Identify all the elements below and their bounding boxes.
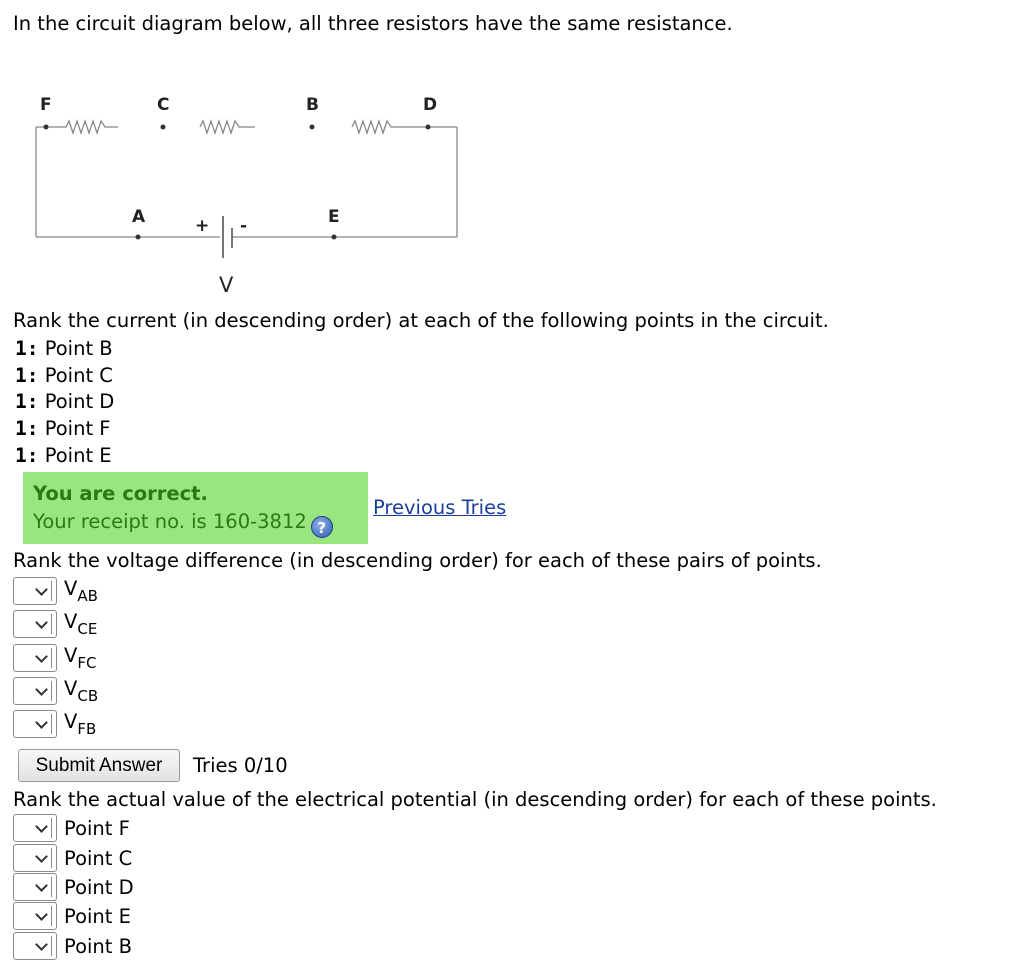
tries-counter: Tries 0/10 [193,754,288,777]
chevron-down-icon [35,583,48,596]
point-label: Point D [64,875,134,899]
point-label: Point B [64,934,132,958]
ranking-row [13,901,131,931]
rank-select[interactable] [13,610,57,638]
rank-select[interactable] [13,814,57,842]
chevron-down-icon [35,879,48,892]
ranking-row [13,931,132,961]
rank-item: 1: Point C [15,364,113,387]
rank-select[interactable] [13,844,57,872]
rank-select[interactable] [13,873,57,901]
point-label: Point F [64,816,130,840]
dot-f [44,125,49,130]
wire-top-right [352,121,457,133]
battery-minus: - [240,216,248,236]
dot-d [426,125,431,130]
point-label: Point E [64,904,131,928]
dot-b [310,125,315,130]
ranking-row [13,643,96,673]
intro-text: In the circuit diagram below, all three resistors have the same resistance. [13,12,733,35]
label-a: A [132,207,146,227]
chevron-down-icon [35,716,48,729]
correct-status: You are correct. [33,482,208,505]
chevron-down-icon [35,938,48,951]
chevron-down-icon [35,650,48,663]
point-label: Point C [64,846,133,870]
rank-item: 1: Point E [15,444,112,467]
label-e: E [328,207,340,227]
label-f: F [40,95,52,115]
rank-select[interactable] [13,710,57,738]
rank-item: 1: Point D [15,390,115,413]
help-icon[interactable]: ? [311,516,333,538]
previous-tries-link[interactable]: Previous Tries [373,496,507,519]
ranking-row [13,709,96,739]
label-c: C [157,95,170,115]
rank-item: 1: Point B [15,337,113,360]
node-dots [44,125,431,240]
chevron-down-icon [35,683,48,696]
ranking-row [13,609,97,639]
battery-label: V [219,273,234,297]
pair-label: $V_{AB}$ [64,577,98,605]
chevron-down-icon [35,820,48,833]
ranking-row [13,576,98,606]
rank-select[interactable] [13,677,57,705]
q3-prompt: Rank the actual value of the electrical potential (in descending order) for each of these points. [13,788,937,811]
rank-select[interactable] [13,902,57,930]
dot-e [332,235,337,240]
circuit-diagram [0,0,470,300]
q1-prompt: Rank the current (in descending order) at each of the following points in the circuit. [13,309,829,332]
ranking-row [13,872,134,902]
chevron-down-icon [35,850,48,863]
chevron-down-icon [35,908,48,921]
ranking-row [13,676,98,706]
q2-prompt: Rank the voltage difference (in descending order) for each of these pairs of points. [13,549,822,572]
ranking-row [13,843,132,873]
battery-plus: + [195,216,210,236]
wire-top-mid [200,121,255,133]
pair-label: $V_{FB}$ [64,710,97,738]
dot-a [136,235,141,240]
dot-c [161,125,166,130]
rank-select[interactable] [13,644,57,672]
chevron-down-icon [35,616,48,629]
correct-feedback-box [23,472,368,544]
receipt-text: Your receipt no. is 160-3812 ? [33,510,368,538]
ranking-row [13,813,130,843]
rank-select[interactable] [13,577,57,605]
pair-label: $V_{CE}$ [64,610,98,638]
label-d: D [423,95,438,115]
battery-symbol [223,216,232,258]
label-b: B [306,95,319,115]
rank-item: 1: Point F [15,417,111,440]
pair-label: $V_{CB}$ [64,677,99,705]
pair-label: $V_{FC}$ [64,644,97,672]
submit-answer-button[interactable]: Submit Answer [18,749,180,782]
rank-select[interactable] [13,932,57,960]
